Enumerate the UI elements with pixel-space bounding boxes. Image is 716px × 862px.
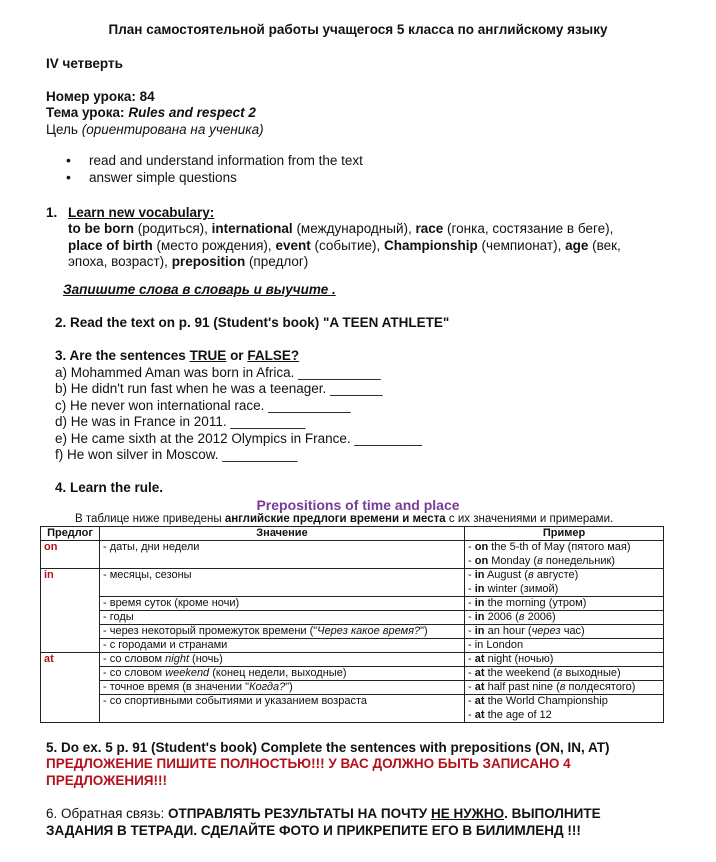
task5-warning-line1: ПРЕДЛОЖЕНИЕ ПИШИТЕ ПОЛНОСТЬЮ!!! У ВАС ДОЛЖНО БЫТЬ ЗАПИСАНО 4 [46,756,571,771]
preposition-cell: at [41,653,100,723]
task1-number: 1. [46,205,58,220]
vocab-translation: (место рождения), [152,238,276,253]
task5-text: 5. Do ex. 5 p. 91 (Student's book) Complete the sentences with prepositions (ON, IN, AT) [46,740,610,755]
vocab-line-3 [68,254,308,269]
task6-line2: ЗАДАНИЯ В ТЕТРАДИ. СДЕЛАЙТЕ ФОТО И ПРИКРЕПИТЕ ЕГО В БИЛИМЛЕНД !!! [46,823,581,838]
task5-warning-line2: ПРЕДЛОЖЕНИЯ!!! [46,773,167,788]
task6-underlined: НЕ НУЖНО [430,806,505,821]
meaning-cell: - со спортивными событиями и указанием возраста [100,695,465,723]
table-row [41,667,664,681]
table-row [41,653,664,667]
table-intro-post: с их значениями и примерами. [445,513,614,525]
vocab-translation: (чемпионат), [477,238,566,253]
vocab-word: to be born [68,221,134,236]
table-row [41,541,664,569]
vocab-word: place of birth [68,238,153,253]
header-preposition: Предлог [41,527,100,541]
lesson-number-label: Номер урока: [46,89,136,104]
task3-false: FALSE? [247,348,300,363]
meaning-cell: - с городами и странами [100,639,465,653]
sentence-b: b) He didn't run fast when he was a teenager. _______ [55,381,383,396]
vocab-word: event [275,238,311,253]
header-meaning: Значение [100,527,465,541]
meaning-cell: - со словом weekend (конец недели, выходные) [100,667,465,681]
table-title: Prepositions of time and place [256,497,460,513]
sentence-c: c) He never won international race. ___________ [55,398,351,413]
meaning-cell: - со словом night (ночь) [100,653,465,667]
example-cell: - in London [465,639,664,653]
task6-label: 6. Обратная связь: [46,806,168,821]
vocab-word: race [415,221,444,236]
quarter-label: IV четверть [46,56,123,71]
example-cell: - in 2006 (в 2006) [465,611,664,625]
lesson-topic [46,105,256,120]
task1-heading: Learn new vocabulary: [68,205,215,220]
vocab-translation: (век, [588,238,621,253]
task6-line1 [46,806,601,821]
lesson-goal-note: (ориентирована на ученика) [81,122,264,137]
task6-post: . ВЫПОЛНИТЕ [504,806,601,821]
meaning-cell: - время суток (кроме ночи) [100,597,465,611]
table-intro-pre: В таблице ниже приведены [75,513,225,525]
example-cell: - at the World Championship - at the age of 12 [465,695,664,723]
prepositions-table [40,526,664,723]
vocab-translation: эпоха, возраст), [68,254,172,269]
vocab-word: age [565,238,589,253]
vocab-line-2 [68,238,621,253]
table-row [41,597,664,611]
meaning-cell: - даты, дни недели [100,541,465,569]
example-cell: - at half past nine (в полдесятого) [465,681,664,695]
sentence-d: d) He was in France in 2011. __________ [55,414,306,429]
vocab-translation: (предлог) [245,254,309,269]
table-row [41,639,664,653]
example-cell: - in August (в августе) - in winter (зимой) [465,569,664,597]
table-row [41,611,664,625]
lesson-number-value: 84 [139,89,155,104]
page-title: План самостоятельной работы учащегося 5 класса по английскому языку [108,22,608,37]
lesson-topic-label: Тема урока: [46,105,125,120]
meaning-cell: - через некоторый промежуток времени ("Через какое время?") [100,625,465,639]
list-item: • answer simple questions [66,169,363,186]
header-example: Пример [465,527,664,541]
lesson-goal-label: Цель [46,122,78,137]
preposition-cell: in [41,569,100,653]
vocab-translation: (родиться), [134,221,212,236]
task3-prefix: 3. Are the sentences [55,348,190,363]
task3-true: TRUE [189,348,227,363]
lesson-goal [46,122,264,137]
table-row [41,625,664,639]
table-row [41,569,664,597]
goal-list [66,152,363,186]
table-row [41,695,664,723]
sentence-a: a) Mohammed Aman was born in Africa. ___________ [55,365,381,380]
example-cell: - at night (ночью) [465,653,664,667]
task3-or: or [226,348,248,363]
lesson-number [46,89,155,104]
task1-instruction: Запишите слова в словарь и выучите . [63,282,336,297]
task6-pre: ОТПРАВЛЯТЬ РЕЗУЛЬТАТЫ НА ПОЧТУ [167,806,431,821]
vocab-word: international [211,221,293,236]
vocab-translation: (гонка, состязание в беге), [443,221,614,236]
task4-heading: 4. Learn the rule. [55,480,164,495]
vocab-translation: (международный), [292,221,416,236]
meaning-cell: - месяцы, сезоны [100,569,465,597]
table-header-row [41,527,664,541]
example-cell: - in the morning (утром) [465,597,664,611]
table-intro-bold: английские предлоги времени и места [224,513,446,525]
vocab-line-1 [68,221,613,236]
list-item: • read and understand information from the text [66,152,363,169]
lesson-topic-value: Rules and respect 2 [128,105,256,120]
vocab-word: Championship [384,238,478,253]
sentence-f: f) He won silver in Moscow. __________ [55,447,298,462]
example-cell: - at the weekend (в выходные) [465,667,664,681]
meaning-cell: - годы [100,611,465,625]
task3-heading [55,348,299,363]
preposition-cell: on [41,541,100,569]
example-cell: - in an hour (через час) [465,625,664,639]
table-row [41,681,664,695]
table-intro [75,513,613,525]
task2-text: 2. Read the text on p. 91 (Student's book) "A TEEN ATHLETE" [55,315,450,330]
meaning-cell: - точное время (в значении "Когда?") [100,681,465,695]
vocab-translation: (событие), [310,238,385,253]
example-cell: - on the 5-th of May (пятого мая) - on Monday (в понедельник) [465,541,664,569]
vocab-word: preposition [171,254,246,269]
sentence-e: e) He came sixth at the 2012 Olympics in France. _________ [55,431,422,446]
